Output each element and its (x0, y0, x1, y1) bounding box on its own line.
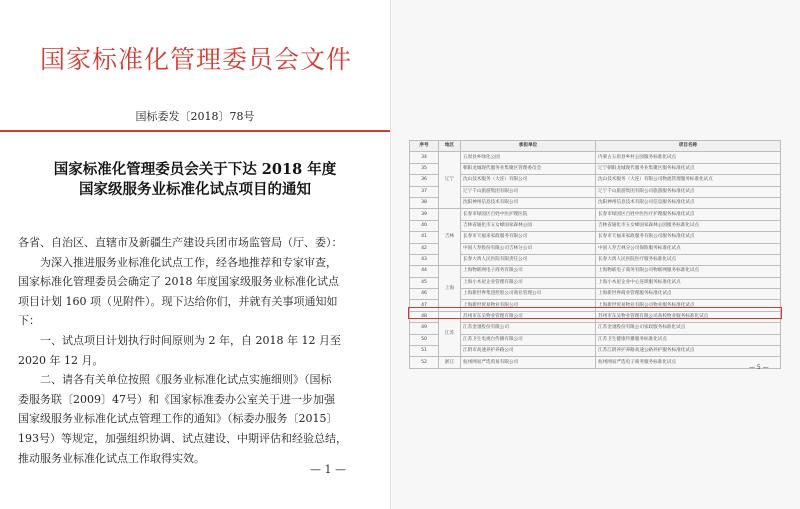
cell-number: 50 (410, 334, 439, 345)
cell-unit: 长春大禹人民医院有限责任公司 (461, 254, 596, 265)
table-row (410, 277, 781, 288)
cell-number: 48 (410, 311, 439, 322)
cell-project: 杭州网易严选电子商务服务标准化试点 (596, 357, 781, 368)
body-line: 项目计划 160 项（见附件）。现下达给你们，并就有关事项通知如 (18, 294, 338, 308)
cell-project: 长春市绿园区百姓中医医疗护理服务标准化试点 (596, 209, 781, 220)
table-row (410, 186, 781, 197)
cell-region: 上海 (439, 266, 461, 312)
body-line: 国家级服务业标准化试点管理工作的通知》（标委办服务〔2015〕 (18, 412, 338, 426)
table-row (410, 254, 781, 265)
cell-number: 46 (410, 289, 439, 300)
cell-unit: 沈山技术服务（大连）有限公司 (461, 175, 596, 186)
notice-title (0, 160, 390, 200)
cell-unit: 中国人寿股份有限公司吉林分公司 (461, 243, 596, 254)
cell-project: 江苏江阴养护养路高速公路养护服务标准化试点 (596, 346, 781, 357)
cell-unit: 朝阳龙城现代服务业集聚区管理委员会 (461, 163, 596, 174)
body-line: 下： (18, 314, 40, 328)
table-row (410, 311, 781, 322)
table-row (410, 163, 781, 174)
cell-unit: 长春市绿园区百姓中医护理医院 (461, 209, 596, 220)
cell-number: 36 (410, 175, 439, 186)
cell-project: 辽宁千山旅游集团有限公司旅游服务标准化试点 (596, 186, 781, 197)
cell-unit: 辽宁千山旅游集团有限公司 (461, 186, 596, 197)
table-row (410, 209, 781, 220)
cell-number: 41 (410, 232, 439, 243)
table-row (410, 289, 781, 300)
cell-project: 沈阳神州信息技术有限公司信息服务标准化试点 (596, 197, 781, 208)
pilot-projects-table (409, 140, 781, 369)
page-number: — 1 — (310, 463, 346, 476)
cell-project: 江苏金翎股份有限公司家政服务标准化试点 (596, 323, 781, 334)
table-row (410, 300, 781, 311)
cell-unit: 吉林省通化市五女峰国家森林公园 (461, 220, 596, 231)
cell-unit: 长春市天福来家政服务有限公司 (461, 232, 596, 243)
table-row (410, 175, 781, 186)
cell-number: 49 (410, 323, 439, 334)
table-row (410, 323, 781, 334)
col-header-unit: 承担单位 (461, 141, 596, 152)
cell-project: 辽宁朝阳龙城现代服务业集聚区服务标准化试点 (596, 163, 781, 174)
cell-region: 江苏 (439, 311, 461, 357)
cell-number: 39 (410, 209, 439, 220)
cell-project: 沈山技术服务（大连）有限公司物流管理服务标准化试点 (596, 175, 781, 186)
cell-region: 吉林 (439, 209, 461, 266)
cell-region: 浙江 (439, 357, 461, 368)
cell-number: 52 (410, 357, 439, 368)
cell-unit: 苏州市东吴物业管理有限公司 (461, 311, 596, 322)
body-line: 二、请各有关单位按照《服务业标准化试点实施细则》（国标 (40, 373, 332, 387)
cell-number: 45 (410, 277, 439, 288)
table-body (410, 152, 781, 368)
table-row (410, 346, 781, 357)
table-row (410, 334, 781, 345)
document-number: 国标委发〔2018〕78号 (135, 110, 255, 123)
body-line: 193号）等规定，加强组织协调、试点建设、中期评估和经验总结， (18, 431, 347, 445)
cell-unit: 江苏卫生电视台传播有限公司 (461, 334, 596, 345)
cell-unit: 上海新世界集团控股公司商业管理公司 (461, 289, 596, 300)
cell-unit: 江阴市高速养护养路公司 (461, 346, 596, 357)
page-one (0, 0, 391, 509)
cell-project: 上海小木屋企业中心连锁服务标准化试点 (596, 277, 781, 288)
table-row (410, 266, 781, 277)
cell-region: 辽宁 (439, 152, 461, 209)
table-row (410, 357, 781, 368)
notice-body (18, 233, 390, 468)
cell-project: 上海物联电子商务有限公司物联网服务标准化试点 (596, 266, 781, 277)
col-header-region: 地区 (439, 141, 461, 152)
cell-unit: 上海小木屋企业管理有限公司 (461, 277, 596, 288)
col-header-number: 序号 (410, 141, 439, 152)
table-row (410, 152, 781, 163)
body-line: 一、试点项目计划执行时间原则为 2 年，自 2018 年 12 月至 (40, 333, 341, 347)
table-row (410, 243, 781, 254)
page-five (391, 0, 800, 509)
cell-unit: 上海物联网电子商务有限公司 (461, 266, 596, 277)
cell-unit: 杭州网易严选贸易有限公司 (461, 357, 596, 368)
cell-unit: 五原县乡绿化公园 (461, 152, 596, 163)
cell-number: 38 (410, 197, 439, 208)
cell-number: 43 (410, 254, 439, 265)
table-row (410, 220, 781, 231)
cell-project: 苏州市东吴物业管理有限公司高校物业服务标准化试点 (596, 311, 781, 322)
cell-number: 37 (410, 186, 439, 197)
addressee: 各省、自治区、直辖市及新疆生产建设兵团市场监管局（厅、委）： (18, 236, 343, 249)
cell-unit: 沈阳神州信息技术有限公司 (461, 197, 596, 208)
col-header-project: 项目名称 (596, 141, 781, 152)
cell-unit: 上海新世贸易物业有限公司 (461, 300, 596, 311)
cell-project: 内蒙古五原县乡村公园服务标准化试点 (596, 152, 781, 163)
cell-number: 47 (410, 300, 439, 311)
cell-unit: 江苏金翎股份有限公司 (461, 323, 596, 334)
notice-title-line: 国家标准化管理委员会关于下达 2018 年度 (53, 161, 337, 178)
body-line: 为深入推进服务业标准化试点工作，经各地推荐和专家审查， (40, 255, 337, 269)
table-header-row (410, 141, 781, 152)
header-red-divider (0, 130, 390, 132)
cell-number: 44 (410, 266, 439, 277)
notice-title-line: 国家级服务业标准化试点项目的通知 (79, 181, 311, 198)
cell-project: 长春市天福来家政服务有限公司服务标准化试点 (596, 232, 781, 243)
table-row (410, 197, 781, 208)
cell-number: 34 (410, 152, 439, 163)
cell-project: 中国人寿吉林分公司保险服务标准化试点 (596, 243, 781, 254)
cell-project: 江苏卫生健康传播服务标准化试点 (596, 334, 781, 345)
page-number: — 5 — (749, 364, 769, 371)
table-row (410, 232, 781, 243)
cell-project: 上海新世贸易物业有限公司物业服务标准化试点 (596, 300, 781, 311)
cell-number: 40 (410, 220, 439, 231)
cell-number: 42 (410, 243, 439, 254)
body-line: 推动服务业标准化试点工作取得实效。 (18, 451, 205, 465)
cell-project: 吉林省通化市五女峰国家森林公园服务标准化试点 (596, 220, 781, 231)
cell-number: 35 (410, 163, 439, 174)
cell-project: 长春大禹人民医院医疗服务标准化试点 (596, 254, 781, 265)
body-line: 2020 年 12 月。 (18, 353, 104, 367)
document-header: 国家标准化管理委员会文件 (40, 45, 353, 74)
body-line: 委服务联〔2009〕47号）和《国家标准委办公室关于进一步加强 (18, 392, 335, 406)
body-line: 国家标准化管理委员会确定了 2018 年度国家级服务业标准化试点 (18, 275, 339, 289)
cell-number: 51 (410, 346, 439, 357)
cell-project: 上海新世界商业管理服务标准化试点 (596, 289, 781, 300)
